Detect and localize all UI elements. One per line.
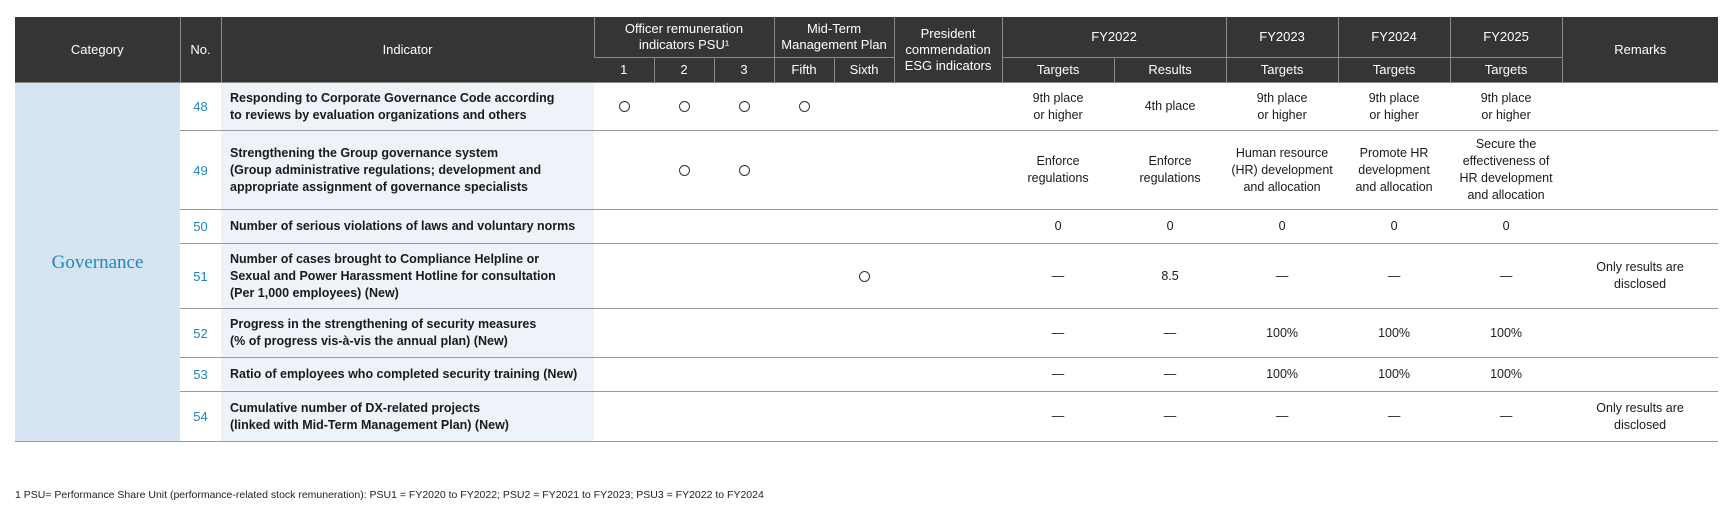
circle-mark-icon	[679, 101, 690, 112]
mark-cell-mtmp-sixth	[834, 392, 894, 442]
indicator-line: Responding to Corporate Governance Code according	[230, 90, 555, 105]
fy2022-result-text: regulations	[1139, 171, 1201, 185]
mark-cell-mtmp-sixth	[834, 131, 894, 210]
mark-cell-psu3	[714, 309, 774, 358]
fy2024-target-text: Promote HR	[1359, 145, 1429, 160]
indicator-number: 50	[180, 210, 221, 244]
indicator-number: 53	[180, 358, 221, 392]
fy2025-target-cell	[1450, 392, 1562, 442]
fy2025-target-cell	[1450, 309, 1562, 358]
remarks-text: Only results are	[1596, 260, 1684, 274]
header-mtmp-line1: Mid-Term	[806, 21, 862, 36]
fy2022-result-cell	[1114, 83, 1226, 131]
fy2023-target-text: 9th place	[1256, 90, 1308, 105]
fy2022-result-cell	[1114, 392, 1226, 442]
fy2022-target-cell	[1002, 392, 1114, 442]
fy2024-target-cell	[1338, 131, 1450, 210]
category-governance: Governance	[15, 83, 180, 442]
fy2022-target-text: 9th place	[1032, 90, 1084, 105]
fy2024-target-cell	[1338, 309, 1450, 358]
indicator-line: Number of cases brought to Compliance Helpline or	[230, 251, 540, 266]
table-row	[15, 358, 1718, 392]
fy2023-target-cell	[1226, 244, 1338, 309]
fy2023-target-text: Human resource	[1235, 145, 1329, 160]
fy2024-target-text: —	[1387, 409, 1401, 423]
fy2025-target-text: 9th place	[1480, 90, 1532, 105]
table-row	[15, 244, 1718, 309]
header-fy2025-targets: Targets	[1450, 58, 1562, 83]
circle-mark-icon	[619, 101, 630, 112]
mark-cell-mtmp-sixth	[834, 309, 894, 358]
fy2022-result-cell	[1114, 309, 1226, 358]
fy2023-target-cell	[1226, 131, 1338, 210]
indicator-description	[221, 210, 594, 244]
fy2023-target-text: 100%	[1266, 325, 1299, 340]
mark-cell-psu1	[594, 83, 654, 131]
fy2022-target-text: 0	[1054, 219, 1062, 233]
indicator-number: 48	[180, 83, 221, 131]
fy2023-target-text: or higher	[1257, 107, 1307, 122]
header-fy2023-targets: Targets	[1226, 58, 1338, 83]
remarks-text: Only results are	[1596, 400, 1684, 415]
fy2024-target-text: or higher	[1369, 107, 1419, 122]
mark-cell-psu3	[714, 83, 774, 131]
table-row	[15, 392, 1718, 442]
mark-cell-psu3	[714, 244, 774, 309]
table-row	[15, 210, 1718, 244]
fy2023-target-cell	[1226, 392, 1338, 442]
fy2022-result-text: —	[1163, 409, 1177, 423]
header-officer-line2: indicators PSU¹	[638, 37, 730, 52]
header-fy2022-targets: Targets	[1002, 58, 1114, 83]
fy2024-target-text: 100%	[1378, 325, 1411, 340]
mark-cell-psu1	[594, 131, 654, 210]
header-psu-1: 1	[594, 58, 654, 83]
circle-mark-icon	[859, 271, 870, 282]
indicator-line: Strengthening the Group governance system	[230, 145, 499, 160]
fy2023-target-text: 100%	[1266, 367, 1299, 381]
fy2024-target-text: 9th place	[1368, 90, 1420, 105]
mark-cell-psu1	[594, 358, 654, 392]
indicator-line: (linked with Mid-Term Management Plan) (New)	[230, 417, 509, 432]
fy2024-target-cell	[1338, 244, 1450, 309]
fy2022-target-text: —	[1051, 409, 1065, 423]
header-pres-line3: ESG indicators	[904, 57, 992, 73]
fy2023-target-cell	[1226, 358, 1338, 392]
remarks-cell	[1562, 309, 1718, 358]
fy2025-target-text: Secure the	[1475, 137, 1537, 151]
header-mid-term-plan	[774, 17, 894, 58]
mark-cell-president-commendation	[894, 83, 1002, 131]
remarks-text: disclosed	[1614, 277, 1667, 291]
fy2025-target-text: or higher	[1481, 107, 1531, 122]
mark-cell-psu1	[594, 210, 654, 244]
indicator-line: (Group administrative regulations; development and	[230, 162, 542, 177]
remarks-cell	[1562, 392, 1718, 442]
remarks-cell	[1562, 83, 1718, 131]
fy2024-target-cell	[1338, 210, 1450, 244]
header-no: No.	[180, 17, 221, 83]
header-remarks: Remarks	[1562, 17, 1718, 83]
fy2025-target-cell	[1450, 131, 1562, 210]
fy2025-target-text: and allocation	[1467, 188, 1545, 202]
fy2022-target-cell	[1002, 358, 1114, 392]
mark-cell-mtmp-fifth	[774, 358, 834, 392]
fy2023-target-text: (HR) development	[1231, 162, 1333, 177]
fy2025-target-cell	[1450, 83, 1562, 131]
mark-cell-psu3	[714, 392, 774, 442]
mark-cell-psu2	[654, 358, 714, 392]
indicator-line: Number of serious violations of laws and voluntary norms	[230, 219, 576, 233]
fy2022-target-cell	[1002, 210, 1114, 244]
indicator-line: Sexual and Power Harassment Hotline for consultation	[230, 268, 556, 283]
fy2023-target-text: and allocation	[1243, 179, 1321, 194]
header-officer-line1: Officer remuneration	[624, 21, 744, 36]
fy2022-result-cell	[1114, 131, 1226, 210]
mark-cell-psu3	[714, 210, 774, 244]
mark-cell-mtmp-fifth	[774, 244, 834, 309]
mark-cell-mtmp-fifth	[774, 131, 834, 210]
fy2025-target-text: 100%	[1490, 325, 1523, 340]
indicator-number: 52	[180, 309, 221, 358]
fy2025-target-cell	[1450, 358, 1562, 392]
mark-cell-mtmp-fifth	[774, 392, 834, 442]
fy2023-target-text: —	[1275, 268, 1289, 283]
mark-cell-president-commendation	[894, 244, 1002, 309]
fy2025-target-text: 0	[1502, 219, 1510, 233]
circle-mark-icon	[739, 101, 750, 112]
indicator-line: Ratio of employees who completed security training (New)	[230, 367, 578, 381]
remarks-text: disclosed	[1614, 417, 1667, 432]
fy2024-target-cell	[1338, 358, 1450, 392]
fy2024-target-text: and allocation	[1355, 179, 1433, 194]
mark-cell-mtmp-fifth	[774, 210, 834, 244]
fy2025-target-cell	[1450, 244, 1562, 309]
fy2022-target-cell	[1002, 83, 1114, 131]
indicator-number: 54	[180, 392, 221, 442]
mark-cell-psu3	[714, 131, 774, 210]
indicator-line: Progress in the strengthening of security measures	[230, 317, 537, 331]
fy2022-target-text: or higher	[1033, 107, 1083, 122]
mark-cell-psu2	[654, 83, 714, 131]
fy2022-target-text: —	[1051, 325, 1065, 340]
fy2022-result-text: —	[1163, 325, 1177, 340]
indicator-description	[221, 244, 594, 309]
mark-cell-president-commendation	[894, 131, 1002, 210]
fy2022-result-text: 4th place	[1144, 99, 1196, 113]
header-pres-line2: commendation	[905, 41, 991, 57]
header-indicator: Indicator	[221, 17, 594, 83]
mark-cell-psu2	[654, 131, 714, 210]
mark-cell-mtmp-fifth	[774, 309, 834, 358]
fy2022-target-text: Enforce	[1036, 154, 1080, 168]
fy2024-target-text: 100%	[1378, 367, 1411, 381]
circle-mark-icon	[679, 165, 690, 176]
header-president-commendation	[894, 17, 1002, 83]
circle-mark-icon	[739, 165, 750, 176]
header-mtmp-fifth: Fifth	[774, 58, 834, 83]
fy2024-target-text: —	[1387, 268, 1401, 283]
header-mtmp-sixth: Sixth	[834, 58, 894, 83]
indicator-description	[221, 358, 594, 392]
fy2024-target-text: development	[1358, 162, 1430, 177]
table-row	[15, 309, 1718, 358]
fy2025-target-text: 100%	[1490, 367, 1523, 381]
indicator-description	[221, 309, 594, 358]
table-row	[15, 131, 1718, 210]
mark-cell-president-commendation	[894, 210, 1002, 244]
remarks-cell	[1562, 358, 1718, 392]
remarks-cell	[1562, 131, 1718, 210]
remarks-cell	[1562, 244, 1718, 309]
circle-mark-icon	[799, 101, 810, 112]
header-fy2024-targets: Targets	[1338, 58, 1450, 83]
fy2022-result-text: Enforce	[1148, 154, 1192, 168]
fy2022-result-text: —	[1163, 367, 1177, 381]
header-mtmp-line2: Management Plan	[781, 37, 887, 52]
mark-cell-mtmp-sixth	[834, 83, 894, 131]
header-fy2025: FY2025	[1450, 17, 1562, 58]
mark-cell-mtmp-sixth	[834, 210, 894, 244]
fy2022-result-text: 8.5	[1161, 268, 1179, 283]
fy2022-result-cell	[1114, 358, 1226, 392]
mark-cell-psu3	[714, 358, 774, 392]
fy2023-target-cell	[1226, 83, 1338, 131]
fy2025-target-text: HR development	[1459, 171, 1553, 185]
mark-cell-mtmp-fifth	[774, 83, 834, 131]
indicator-line: appropriate assignment of governance specialists	[230, 179, 529, 194]
indicator-line: (% of progress vis-à-vis the annual plan) (New)	[230, 334, 508, 348]
fy2023-target-cell	[1226, 309, 1338, 358]
indicator-line: to reviews by evaluation organizations and others	[230, 107, 527, 122]
fy2024-target-text: 0	[1390, 219, 1398, 233]
header-fy2024: FY2024	[1338, 17, 1450, 58]
mark-cell-president-commendation	[894, 309, 1002, 358]
fy2023-target-cell	[1226, 210, 1338, 244]
fy2022-result-cell	[1114, 244, 1226, 309]
indicator-description	[221, 392, 594, 442]
mark-cell-psu2	[654, 210, 714, 244]
mark-cell-mtmp-sixth	[834, 244, 894, 309]
header-pres-line1: President	[920, 25, 976, 41]
fy2024-target-cell	[1338, 392, 1450, 442]
fy2022-target-cell	[1002, 309, 1114, 358]
fy2025-target-cell	[1450, 210, 1562, 244]
fy2025-target-text: effectiveness of	[1462, 154, 1550, 168]
fy2024-target-cell	[1338, 83, 1450, 131]
fy2022-target-cell	[1002, 131, 1114, 210]
fy2025-target-text: —	[1499, 409, 1513, 423]
header-psu-2: 2	[654, 58, 714, 83]
mark-cell-president-commendation	[894, 358, 1002, 392]
header-fy2022: FY2022	[1002, 17, 1226, 58]
mark-cell-psu1	[594, 309, 654, 358]
table-body	[15, 83, 1718, 442]
mark-cell-psu2	[654, 244, 714, 309]
header-officer-remuneration	[594, 17, 774, 58]
header-fy2023: FY2023	[1226, 17, 1338, 58]
mark-cell-psu1	[594, 392, 654, 442]
indicator-description	[221, 131, 594, 210]
footnote: 1 PSU= Performance Share Unit (performance-related stock remuneration): PSU1 = FY2020 to FY2022; PSU2 = FY2021 to FY2023; PSU3 = FY2022 to FY2024	[15, 489, 764, 501]
fy2022-target-text: —	[1051, 268, 1065, 283]
mark-cell-president-commendation	[894, 392, 1002, 442]
table-row	[15, 83, 1718, 131]
fy2022-target-cell	[1002, 244, 1114, 309]
governance-table-container	[15, 17, 1718, 442]
indicator-number: 49	[180, 131, 221, 210]
indicator-number: 51	[180, 244, 221, 309]
header-category: Category	[15, 17, 180, 83]
header-fy2022-results: Results	[1114, 58, 1226, 83]
governance-indicator-table	[15, 17, 1718, 442]
indicator-line: Cumulative number of DX-related projects	[230, 400, 481, 415]
fy2022-result-text: 0	[1166, 219, 1174, 233]
header-psu-3: 3	[714, 58, 774, 83]
mark-cell-psu2	[654, 309, 714, 358]
fy2023-target-text: —	[1275, 409, 1289, 423]
fy2022-result-cell	[1114, 210, 1226, 244]
remarks-cell	[1562, 210, 1718, 244]
mark-cell-psu1	[594, 244, 654, 309]
fy2025-target-text: —	[1499, 268, 1513, 283]
fy2022-target-text: —	[1051, 367, 1065, 381]
fy2023-target-text: 0	[1278, 219, 1286, 233]
indicator-description	[221, 83, 594, 131]
indicator-line: (Per 1,000 employees) (New)	[230, 285, 399, 300]
fy2022-target-text: regulations	[1027, 171, 1089, 185]
mark-cell-psu2	[654, 392, 714, 442]
mark-cell-mtmp-sixth	[834, 358, 894, 392]
